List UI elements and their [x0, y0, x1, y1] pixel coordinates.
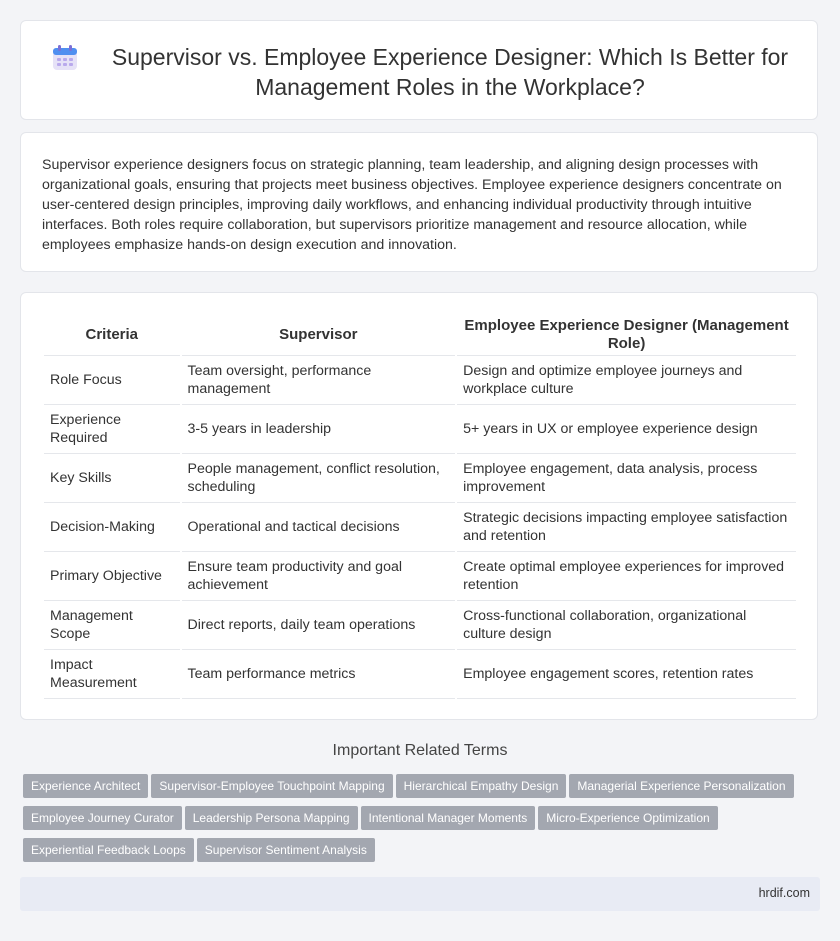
- related-term-tag[interactable]: Experience Architect: [23, 774, 148, 798]
- related-term-tag[interactable]: Experiential Feedback Loops: [23, 838, 194, 862]
- table-cell: Team performance metrics: [182, 650, 456, 699]
- header-supervisor: Supervisor: [182, 315, 456, 356]
- table-cell: Impact Measurement: [44, 650, 180, 699]
- table-row: [44, 552, 796, 601]
- table-cell: Experience Required: [44, 405, 180, 454]
- table-cell: Key Skills: [44, 454, 180, 503]
- table-cell: Role Focus: [44, 356, 180, 405]
- table-cell: Operational and tactical decisions: [182, 503, 456, 552]
- table-cell: Employee engagement, data analysis, process improvement: [457, 454, 796, 503]
- footer: [20, 877, 820, 911]
- related-terms-heading: Important Related Terms: [332, 742, 508, 759]
- table-cell: Strategic decisions impacting employee satisfaction and retention: [457, 503, 796, 552]
- table-row: [44, 356, 796, 405]
- table-cell: Management Scope: [44, 601, 180, 650]
- related-term-tag[interactable]: Employee Journey Curator: [23, 806, 182, 830]
- related-term-tag[interactable]: Intentional Manager Moments: [361, 806, 536, 830]
- summary-text: Supervisor experience designers focus on strategic planning, team leadership, and aligning design processes with organizational goals, ensuring that projects meet business objectives. Employee experience designers concentrate on user-centered design principles, improving daily workflows, and enhancing individual productivity through intuitive interfaces. Both roles require collaboration, but supervisors prioritize management and resource allocation, while employees emphasize hands-on design execution and innovation.: [42, 157, 782, 253]
- table-row: [44, 454, 796, 503]
- comparison-card: [20, 292, 818, 720]
- related-term-tag[interactable]: Managerial Experience Personalization: [569, 774, 793, 798]
- table-cell: 5+ years in UX or employee experience design: [457, 405, 796, 454]
- table-row: [44, 650, 796, 699]
- table-cell: Decision-Making: [44, 503, 180, 552]
- table-cell: Team oversight, performance management: [182, 356, 456, 405]
- related-term-tag[interactable]: Supervisor-Employee Touchpoint Mapping: [151, 774, 392, 798]
- page-title: Supervisor vs. Employee Experience Designer: Which Is Better for Management Roles in the Workplace?: [111, 44, 789, 100]
- table-row: [44, 405, 796, 454]
- table-row: [44, 503, 796, 552]
- table-cell: Ensure team productivity and goal achievement: [182, 552, 456, 601]
- related-term-tag[interactable]: Leadership Persona Mapping: [185, 806, 358, 830]
- table-cell: Employee engagement scores, retention rates: [457, 650, 796, 699]
- header-criteria: Criteria: [44, 315, 180, 356]
- related-term-tag[interactable]: Hierarchical Empathy Design: [396, 774, 567, 798]
- calendar-icon: [52, 45, 78, 71]
- table-header-row: [44, 315, 796, 356]
- summary-card: [20, 132, 818, 272]
- related-term-tag[interactable]: Supervisor Sentiment Analysis: [197, 838, 375, 862]
- table-cell: Direct reports, daily team operations: [182, 601, 456, 650]
- table-cell: People management, conflict resolution, scheduling: [182, 454, 456, 503]
- related-terms-list: [23, 774, 813, 870]
- related-term-tag[interactable]: Micro-Experience Optimization: [538, 806, 717, 830]
- table-cell: Design and optimize employee journeys and workplace culture: [457, 356, 796, 405]
- comparison-table: [42, 315, 798, 699]
- table-cell: Primary Objective: [44, 552, 180, 601]
- header-employee-experience-designer: Employee Experience Designer (Management Role): [457, 315, 796, 356]
- table-cell: Cross-functional collaboration, organizational culture design: [457, 601, 796, 650]
- table-cell: Create optimal employee experiences for improved retention: [457, 552, 796, 601]
- table-row: [44, 601, 796, 650]
- footer-site-link[interactable]: hrdif.com: [758, 886, 810, 900]
- table-cell: 3-5 years in leadership: [182, 405, 456, 454]
